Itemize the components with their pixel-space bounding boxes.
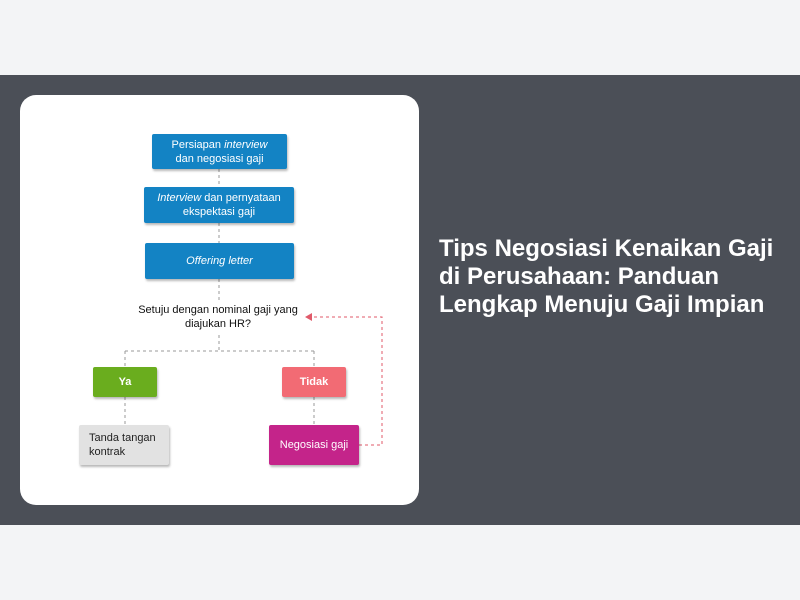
step-3-text-em: Offering letter (186, 255, 253, 267)
article-banner (0, 75, 800, 525)
step-interview-expectation (144, 187, 294, 223)
answer-no (282, 367, 346, 397)
step-1-text-em: interview (224, 138, 268, 151)
decision-question: Setuju dengan nominal gaji yang diajukan HR? (138, 304, 298, 330)
result-sign-contract (79, 425, 169, 465)
step-2-text-a: dan pernyataan (201, 192, 281, 204)
step-1-text-b: dan negosiasi gaji (175, 152, 264, 165)
step-interview-prep (152, 134, 287, 169)
article-title[interactable]: Tips Negosiasi Kenaikan Gaji di Perusahaan: Panduan Lengkap Menuju Gaji Impian (439, 235, 774, 318)
result-sign-contract-label: Tanda tangan kontrak (89, 432, 156, 458)
step-2-text-b: ekspektasi gaji (182, 206, 256, 218)
step-offering-letter (145, 243, 294, 279)
step-2-text-em: Interview (157, 192, 202, 204)
result-negotiate-salary (269, 425, 359, 465)
answer-yes-label: Ya (118, 376, 132, 388)
answer-yes (93, 367, 157, 397)
flowchart-card (20, 95, 419, 505)
step-1-text-a: Persiapan (171, 138, 225, 151)
answer-no-label: Tidak (299, 376, 329, 388)
result-negotiate-salary-label: Negosiasi gaji (279, 439, 349, 451)
